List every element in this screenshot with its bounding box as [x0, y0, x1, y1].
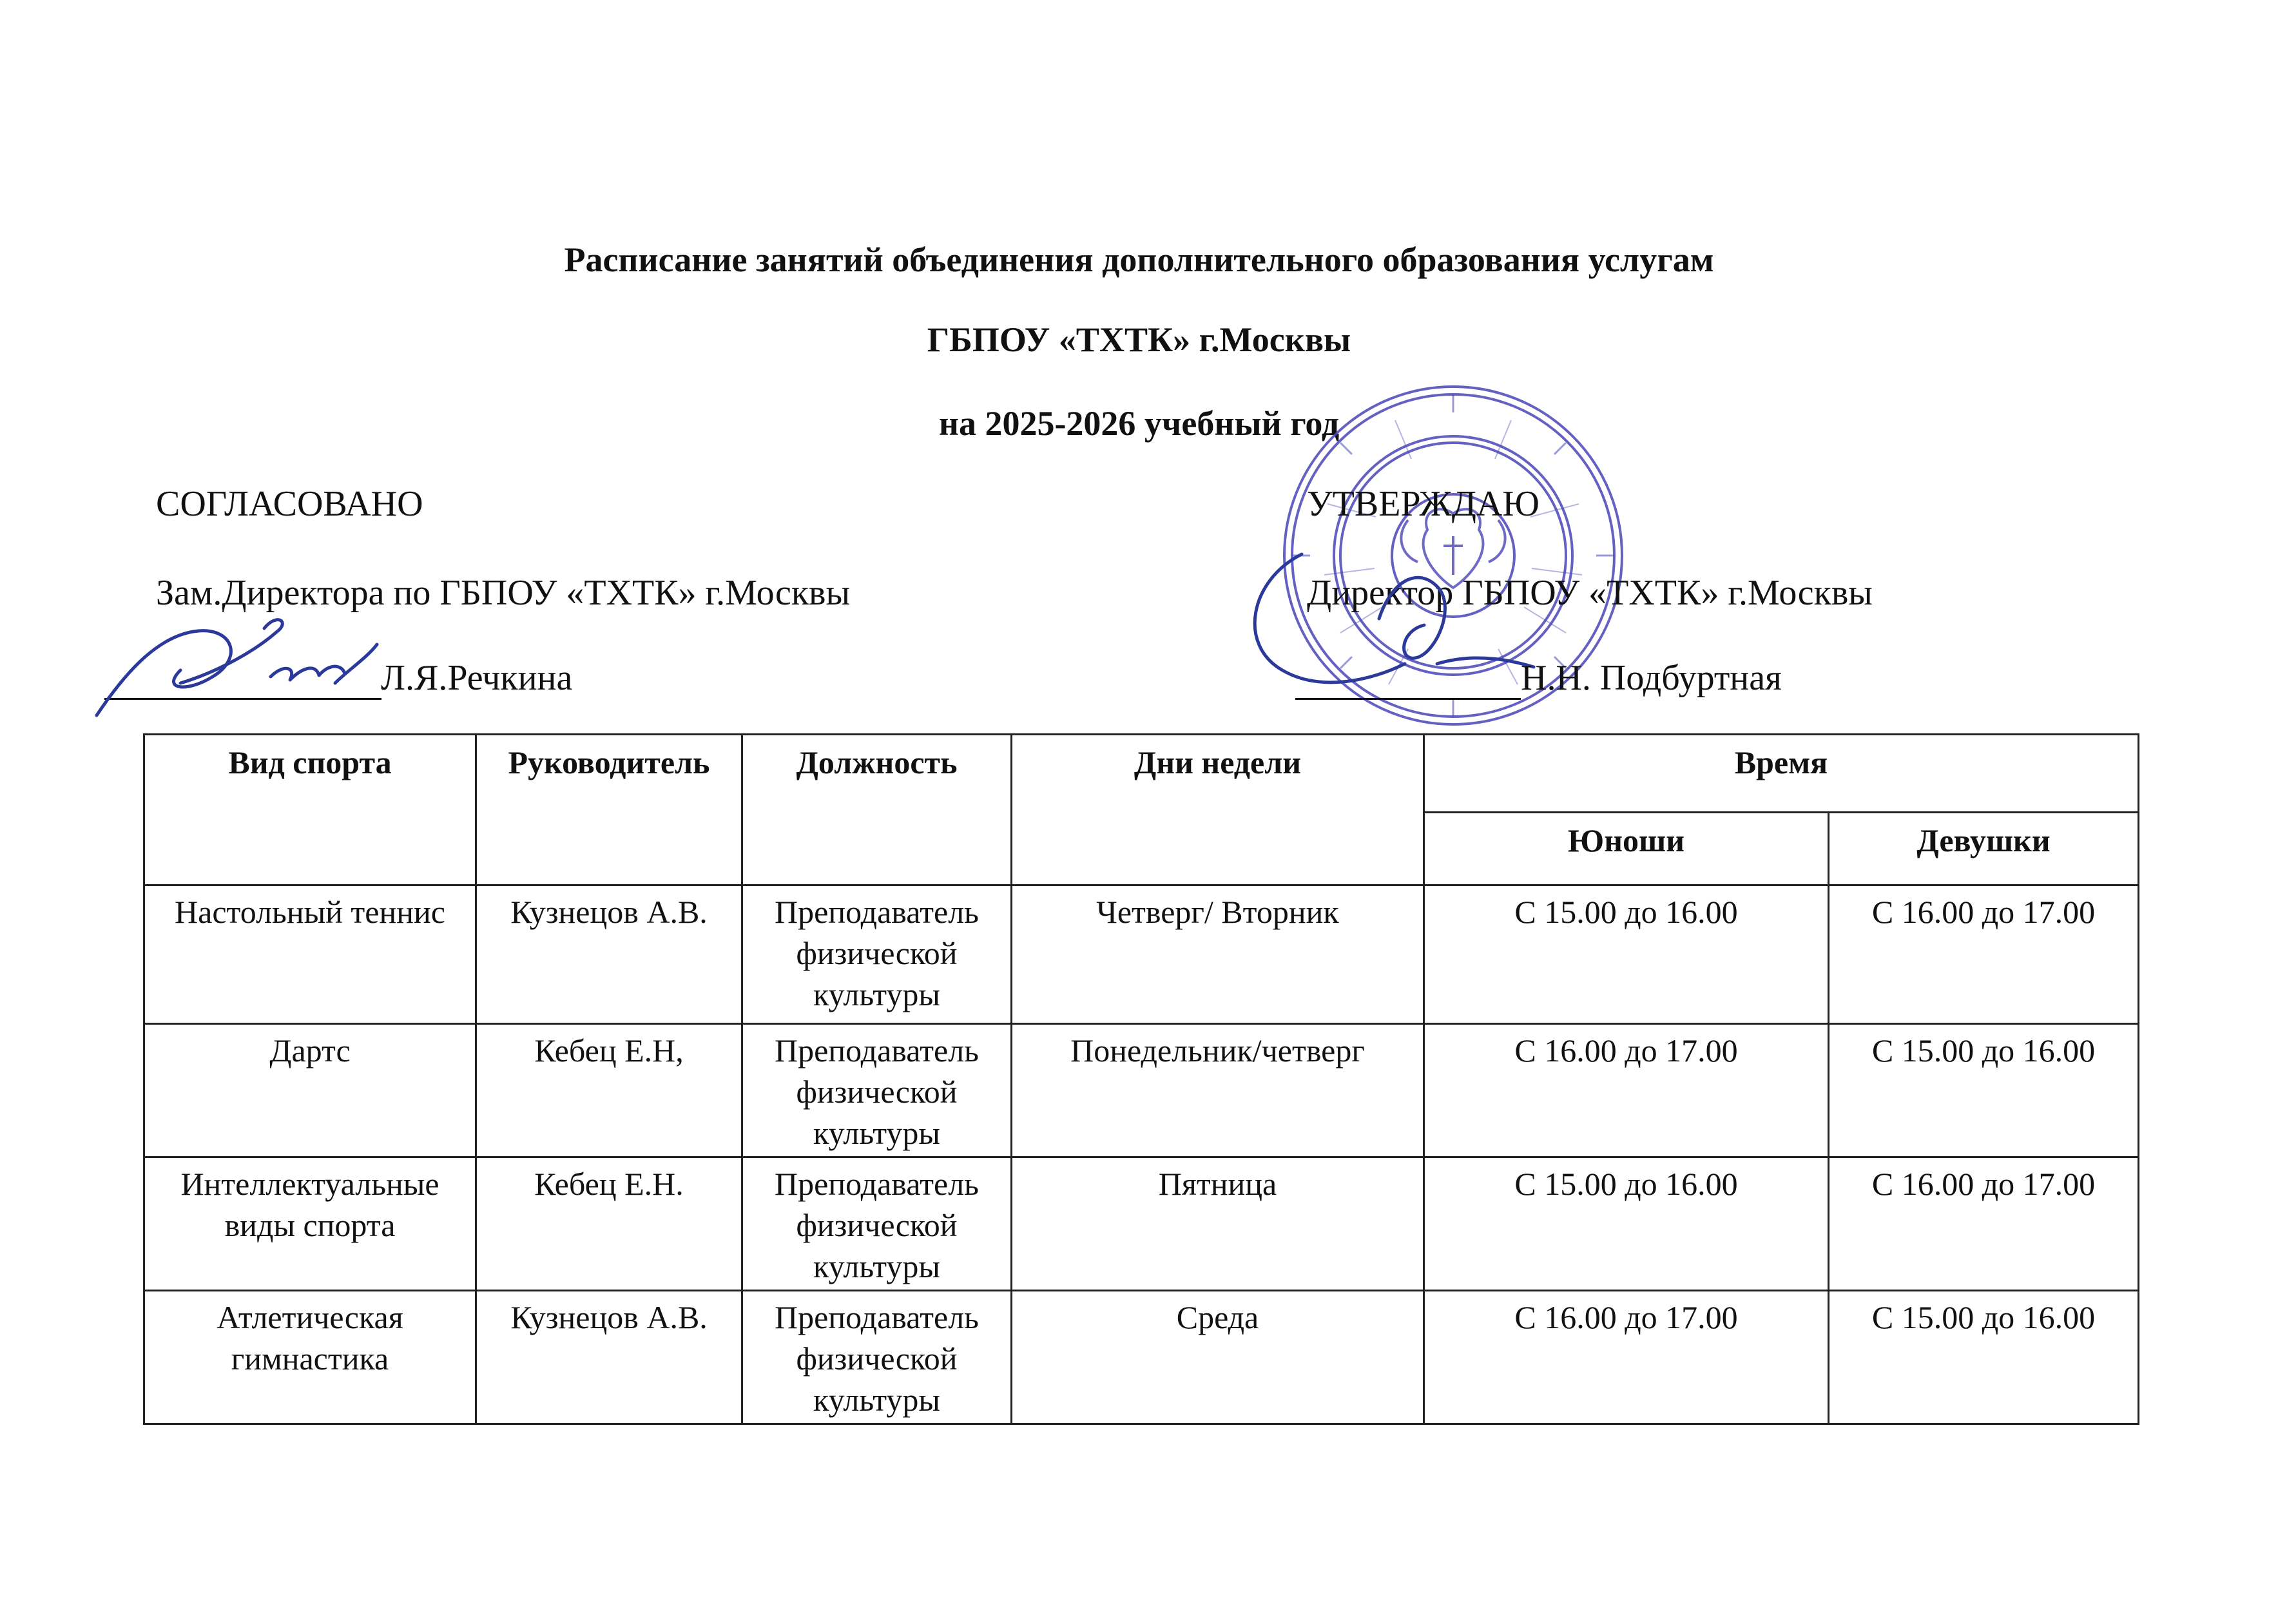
cell-sport: Атлетическая гимнастика: [144, 1291, 476, 1424]
agreed-position: Зам.Директора по ГБПОУ «ТХТК» г.Москвы: [156, 573, 851, 613]
header-girls: Девушки: [1829, 813, 2139, 885]
approved-handwritten-signature: [1224, 541, 1559, 702]
cell-leader: Кузнецов А.В.: [476, 885, 742, 1024]
cell-days: Четверг/ Вторник: [1012, 885, 1424, 1024]
table-row: [144, 1157, 2139, 1291]
agreed-handwritten-signature: [84, 593, 387, 722]
header-time: Время: [1424, 735, 2139, 813]
cell-girls-time: С 16.00 до 17.00: [1829, 1157, 2139, 1291]
cell-girls-time: С 15.00 до 16.00: [1829, 1024, 2139, 1157]
document-title: Расписание занятий объединения дополнительного образования услугам: [564, 240, 1714, 279]
cell-leader: Кебец Е.Н.: [476, 1157, 742, 1291]
cell-sport: Интеллектуальные виды спорта: [144, 1157, 476, 1291]
cell-days: Понедельник/четверг: [1012, 1024, 1424, 1157]
cell-position: Преподаватель физической культуры: [742, 1291, 1012, 1424]
cell-boys-time: С 15.00 до 16.00: [1424, 885, 1829, 1024]
header-leader: Руководитель: [476, 735, 742, 885]
institution-name: ГБПОУ «ТХТК» г.Москвы: [927, 320, 1351, 359]
cell-boys-time: С 15.00 до 16.00: [1424, 1157, 1829, 1291]
table-row: [144, 1024, 2139, 1157]
cell-position: Преподаватель физической культуры: [742, 1157, 1012, 1291]
header-days: Дни недели: [1012, 735, 1424, 885]
cell-position: Преподаватель физической культуры: [742, 1024, 1012, 1157]
approved-position: Директор ГБПОУ «ТХТК» г.Москвы: [1307, 573, 1873, 613]
approved-label: УТВЕРЖДАЮ: [1307, 484, 1540, 524]
header-sport: Вид спорта: [144, 735, 476, 885]
agreed-name: Л.Я.Речкина: [381, 658, 573, 698]
cell-boys-time: С 16.00 до 17.00: [1424, 1024, 1829, 1157]
header-position: Должность: [742, 735, 1012, 885]
cell-girls-time: С 16.00 до 17.00: [1829, 885, 2139, 1024]
academic-year: на 2025-2026 учебный год: [938, 404, 1340, 443]
cell-days: Пятница: [1012, 1157, 1424, 1291]
header-boys: Юноши: [1424, 813, 1829, 885]
table-row: [144, 1291, 2139, 1424]
cell-leader: Кебец Е.Н,: [476, 1024, 742, 1157]
cell-days: Среда: [1012, 1291, 1424, 1424]
cell-boys-time: С 16.00 до 17.00: [1424, 1291, 1829, 1424]
table-row: [144, 885, 2139, 1024]
schedule-table: [143, 733, 2139, 1425]
cell-sport: Настольный теннис: [144, 885, 476, 1024]
agreed-label: СОГЛАСОВАНО: [156, 484, 423, 524]
approved-name: Н.Н. Подбуртная: [1521, 658, 1782, 698]
cell-position: Преподаватель физической культуры: [742, 885, 1012, 1024]
cell-leader: Кузнецов А.В.: [476, 1291, 742, 1424]
cell-girls-time: С 15.00 до 16.00: [1829, 1291, 2139, 1424]
cell-sport: Дартс: [144, 1024, 476, 1157]
